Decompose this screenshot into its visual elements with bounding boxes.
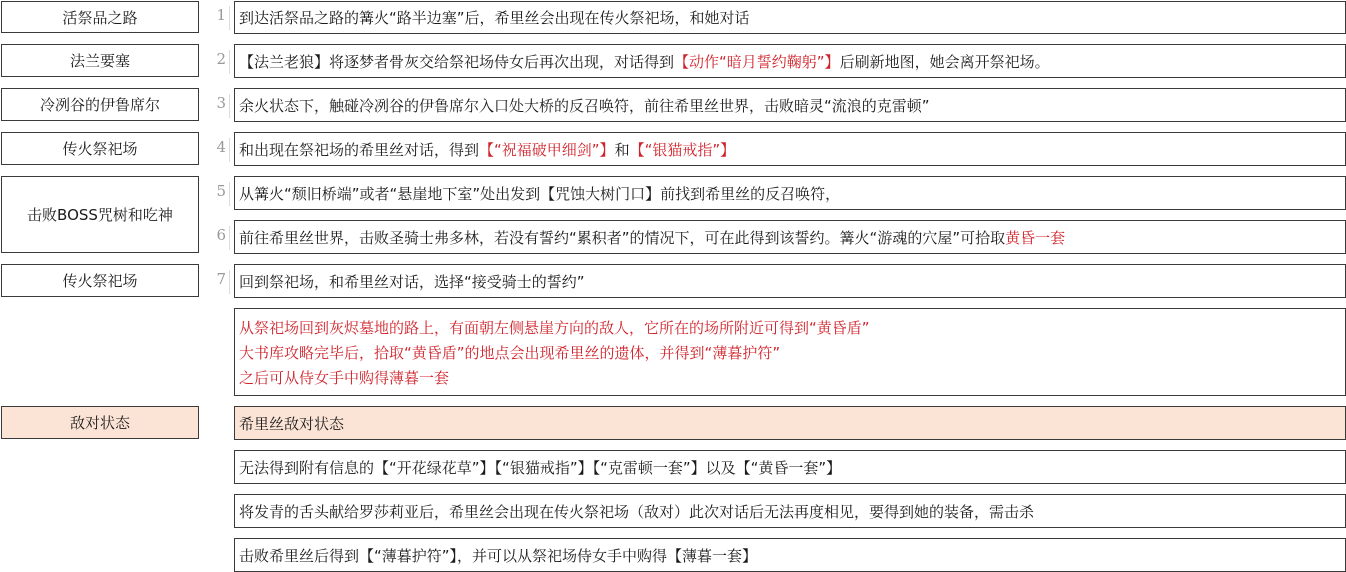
hostile-title-text: 希里丝敌对状态 <box>239 414 345 433</box>
row-label-7 <box>1 264 199 297</box>
row-label-1 <box>1 1 199 33</box>
label-text: 传火祭祀场 <box>62 140 138 158</box>
hostile-item-text: 无法得到附有信息的【“开花绿花草”】【“银猫戒指”】【“克雷顿一套”】以及【“黄昏一套”】 <box>239 458 842 477</box>
hostile-label <box>1 406 199 439</box>
row-content-7 <box>234 264 1346 298</box>
row-label-2 <box>1 44 199 77</box>
row-number: 1 <box>206 6 230 30</box>
row-number: 7 <box>206 270 230 294</box>
note-line: 大书库攻略完毕后，拾取“黄昏盾”的地点会出现希里丝的遗体，并得到“薄暮护符” <box>239 344 781 362</box>
content-text: 从篝火“颓旧桥端”或者“悬崖地下室”处出发到【咒蚀大树门口】前找到希里丝的反召唤符， <box>239 184 841 203</box>
row-label-5 <box>1 176 199 253</box>
hostile-item-3 <box>234 538 1346 572</box>
note-box <box>234 308 1346 396</box>
row-content-5 <box>234 176 1346 210</box>
row-content-1 <box>234 1 1346 34</box>
hostile-item-text: 击败希里丝后得到【“薄暮护符”】，并可以从祭祀场侍女手中购得【薄暮一套】 <box>239 546 758 565</box>
row-content-2 <box>234 44 1346 78</box>
content-text: 和 <box>614 140 630 159</box>
row-label-3 <box>1 88 199 121</box>
content-text: 【法兰老狼】将逐梦者骨灰交给祭祀场侍女后再次出现，对话得到 <box>239 52 675 71</box>
content-text: 到达活祭品之路的篝火“路半边塞”后，希里丝会出现在传火祭祀场，和她对话 <box>239 9 750 27</box>
content-text: 余火状态下，触碰冷冽谷的伊鲁席尔入口处大桥的反召唤符，前往希里丝世界，击败暗灵“流浪的克雷顿” <box>239 96 930 115</box>
content-text: 和出现在祭祀场的希里丝对话，得到 <box>239 140 480 159</box>
label-text: 敌对状态 <box>69 414 130 432</box>
row-number: 3 <box>206 94 230 118</box>
hostile-item-2 <box>234 494 1346 528</box>
row-number: 2 <box>206 50 230 74</box>
label-text: 冷冽谷的伊鲁席尔 <box>39 96 160 114</box>
row-number: 6 <box>206 226 230 250</box>
content-text: 后刷新地图，她会离开祭祀场。 <box>839 52 1050 71</box>
hostile-item-text: 将发青的舌头献给罗莎莉亚后，希里丝会出现在传火祭祀场（敌对）此次对话后无法再度相见，要得到她的装备，需击杀 <box>239 502 1035 521</box>
row-number: 5 <box>206 182 230 206</box>
label-text: 活祭品之路 <box>62 8 138 27</box>
highlight-text: 黄昏一套 <box>1005 228 1066 247</box>
label-text: 击败BOSS咒树和吃神 <box>27 206 173 224</box>
label-text: 法兰要塞 <box>69 52 130 70</box>
row-number: 4 <box>206 138 230 162</box>
note-line: 之后可从侍女手中购得薄暮一套 <box>239 369 450 387</box>
highlight-text: 【“祝福破甲细剑”】 <box>479 140 615 159</box>
content-text: 回到祭祀场，和希里丝对话，选择“接受骑士的誓约” <box>239 272 585 291</box>
content-text: 前往希里丝世界，击败圣骑士弗多林，若没有誓约“累积者”的情况下，可在此得到该誓约。篝火“游魂的穴屋”可拾取 <box>239 228 1006 247</box>
hostile-title <box>234 406 1346 440</box>
row-label-4 <box>1 132 199 165</box>
row-content-3 <box>234 88 1346 122</box>
note-line: 从祭祀场回到灰烬墓地的路上，有面朝左侧悬崖方向的敌人，它所在的场所附近可得到“黄昏盾” <box>239 319 870 337</box>
highlight-text: 【“银猫戒指”】 <box>629 140 736 159</box>
highlight-text: 【动作“暗月誓约鞠躬”】 <box>674 52 840 71</box>
row-content-4 <box>234 132 1346 166</box>
label-text: 传火祭祀场 <box>62 272 138 290</box>
hostile-item-1 <box>234 450 1346 484</box>
row-content-6 <box>234 220 1346 254</box>
